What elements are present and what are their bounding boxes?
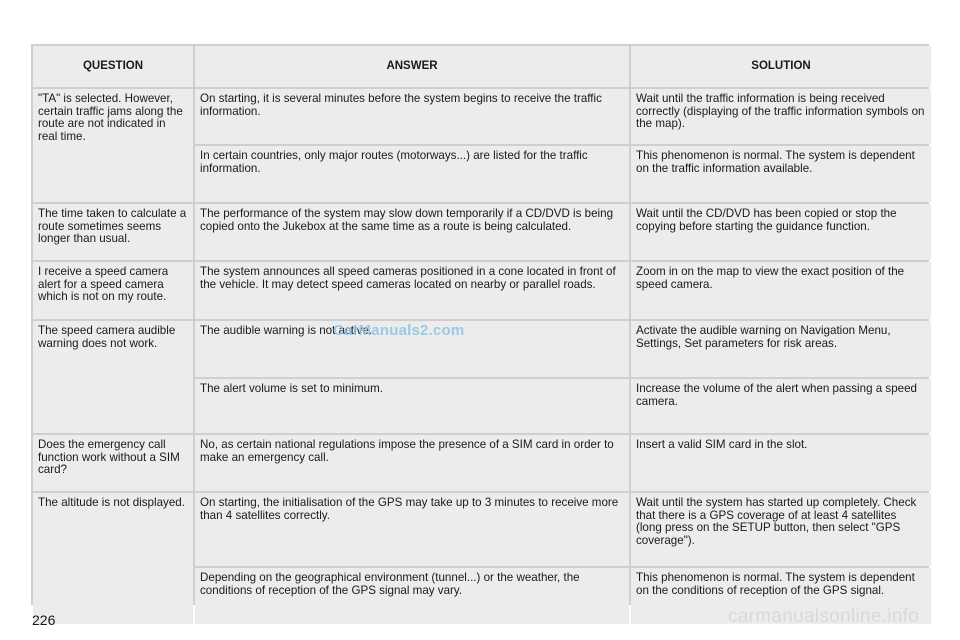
solution-cell: Activate the audible warning on Navigation Menu, Settings, Set parameters for risk areas. <box>631 321 931 377</box>
answer-cell: In certain countries, only major routes (motorways...) are listed for the traffic information. <box>195 146 629 202</box>
header-question: QUESTION <box>33 46 193 87</box>
answer-cell: The alert volume is set to minimum. <box>195 379 629 433</box>
solution-cell: Insert a valid SIM card in the slot. <box>631 435 931 491</box>
question-cell: "TA" is selected. However, certain traffic jams along the route are not indicated in real time. <box>33 89 193 202</box>
answer-cell: The system announces all speed cameras positioned in a cone located in front of the vehicle. It may detect speed cameras located on nearby or parallel roads. <box>195 262 629 319</box>
answer-cell: The performance of the system may slow down temporarily if a CD/DVD is being copied onto the Jukebox at the same time as a route is being calculated. <box>195 204 629 260</box>
site-watermark: CarManuals2.com <box>333 322 465 339</box>
solution-cell: Increase the volume of the alert when passing a speed camera. <box>631 379 931 433</box>
troubleshooting-table <box>31 44 929 605</box>
answer-cell: On starting, the initialisation of the GPS may take up to 3 minutes to receive more than 4 satellites correctly. <box>195 493 629 566</box>
question-cell: I receive a speed camera alert for a speed camera which is not on my route. <box>33 262 193 319</box>
header-solution: SOLUTION <box>631 46 931 87</box>
solution-cell: Zoom in on the map to view the exact position of the speed camera. <box>631 262 931 319</box>
solution-cell: Wait until the CD/DVD has been copied or stop the copying before starting the guidance function. <box>631 204 931 260</box>
question-cell: The time taken to calculate a route sometimes seems longer than usual. <box>33 204 193 260</box>
answer-cell: On starting, it is several minutes before the system begins to receive the traffic information. <box>195 89 629 144</box>
question-cell: Does the emergency call function work without a SIM card? <box>33 435 193 491</box>
page-number: 226 <box>32 612 56 628</box>
question-cell: The altitude is not displayed. <box>33 493 193 624</box>
answer-cell: No, as certain national regulations impose the presence of a SIM card in order to make an emergency call. <box>195 435 629 491</box>
solution-cell: Wait until the system has started up completely. Check that there is a GPS coverage of at least 4 satellites (long press on the SETUP button, then select "GPS coverage"). <box>631 493 931 566</box>
header-answer: ANSWER <box>195 46 629 87</box>
solution-cell: This phenomenon is normal. The system is dependent on the traffic information available. <box>631 146 931 202</box>
answer-cell: The audible warning is not active. <box>195 321 629 377</box>
footer-watermark: carmanualsonline.info <box>728 606 920 627</box>
answer-cell: Depending on the geographical environment (tunnel...) or the weather, the conditions of reception of the GPS signal may vary. <box>195 568 629 624</box>
question-cell: The speed camera audible warning does not work. <box>33 321 193 433</box>
solution-cell: Wait until the traffic information is being received correctly (displaying of the traffic information symbols on the map). <box>631 89 931 144</box>
solution-cell: This phenomenon is normal. The system is dependent on the conditions of reception of the GPS signal. <box>631 568 931 624</box>
